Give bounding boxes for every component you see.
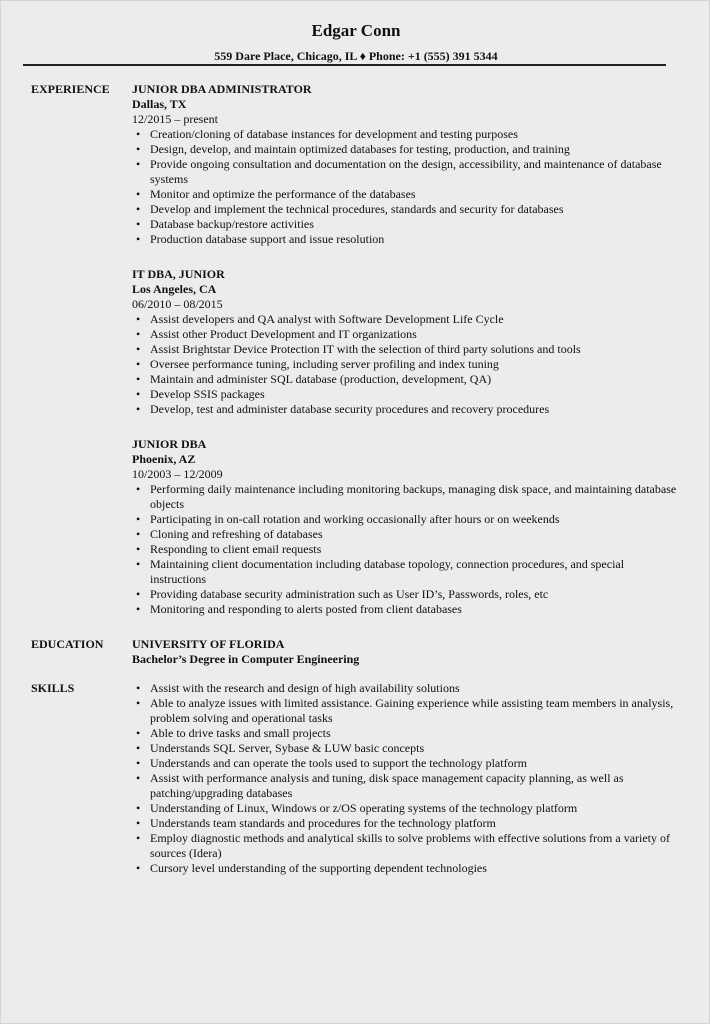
job-bullets bbox=[132, 312, 677, 417]
bullet-item: • Cloning and refreshing of databases bbox=[132, 527, 677, 542]
bullet-item: • Creation/cloning of database instances for development and testing purposes bbox=[132, 127, 677, 142]
skill-item: • Able to analyze issues with limited assistance. Gaining experience while assisting team members in analysis, problem solving and operational tasks bbox=[132, 696, 677, 726]
skill-item: • Able to drive tasks and small projects bbox=[132, 726, 677, 741]
education-heading: EDUCATION bbox=[31, 637, 104, 651]
bullet-item: • Performing daily maintenance including monitoring backups, managing disk space, and maintaining database objects bbox=[132, 482, 677, 512]
resume-content bbox=[1, 82, 710, 876]
skill-item: • Understanding of Linux, Windows or z/OS operating systems of the technology platform bbox=[132, 801, 677, 816]
bullet-item: • Participating in on-call rotation and working occasionally after hours or on weekends bbox=[132, 512, 677, 527]
bullet-item: • Providing database security administration such as User ID’s, Passwords, roles, etc bbox=[132, 587, 677, 602]
skill-item: • Assist with performance analysis and tuning, disk space management capacity planning, as well as patching/upgrading databases bbox=[132, 771, 677, 801]
skill-item: • Understands team standards and procedures for the technology platform bbox=[132, 816, 677, 831]
skill-item: • Understands SQL Server, Sybase & LUW basic concepts bbox=[132, 741, 677, 756]
education-section bbox=[1, 637, 710, 667]
bullet-item: • Develop SSIS packages bbox=[132, 387, 677, 402]
skills-body bbox=[132, 681, 677, 876]
candidate-name: Edgar Conn bbox=[311, 21, 401, 40]
job-bullets bbox=[132, 127, 677, 247]
bullet-item: • Assist Brightstar Device Protection IT with the selection of third party solutions and tools bbox=[132, 342, 677, 357]
bullet-item: • Database backup/restore activities bbox=[132, 217, 677, 232]
experience-list bbox=[132, 82, 677, 617]
education-entry bbox=[132, 637, 677, 667]
job-dates: 10/2003 – 12/2009 bbox=[132, 467, 223, 481]
bullet-item: • Assist other Product Development and IT organizations bbox=[132, 327, 677, 342]
bullet-item: • Production database support and issue resolution bbox=[132, 232, 677, 247]
bullet-item: • Assist developers and QA analyst with Software Development Life Cycle bbox=[132, 312, 677, 327]
job-location: Phoenix, AZ bbox=[132, 452, 196, 466]
bullet-item: • Develop, test and administer database security procedures and recovery procedures bbox=[132, 402, 677, 417]
bullet-item: • Monitor and optimize the performance of the databases bbox=[132, 187, 677, 202]
job-entry bbox=[132, 437, 677, 617]
degree-name: Bachelor’s Degree in Computer Engineering bbox=[132, 652, 360, 666]
skill-item: • Cursory level understanding of the supporting dependent technologies bbox=[132, 861, 677, 876]
job-location: Los Angeles, CA bbox=[132, 282, 217, 296]
job-dates: 12/2015 – present bbox=[132, 112, 218, 126]
contact-line: 559 Dare Place, Chicago, IL ♦ Phone: +1 (555) 391 5344 bbox=[214, 49, 498, 63]
skills-heading: SKILLS bbox=[31, 681, 75, 695]
experience-section bbox=[1, 82, 710, 617]
bullet-item: • Maintaining client documentation including database topology, connection procedures, and special instructions bbox=[132, 557, 677, 587]
job-title: JUNIOR DBA ADMINISTRATOR bbox=[132, 82, 312, 96]
job-entry bbox=[132, 82, 677, 247]
bullet-item: • Provide ongoing consultation and documentation on the design, accessibility, and maintenance of database systems bbox=[132, 157, 677, 187]
job-entry bbox=[132, 267, 677, 417]
bullet-item: • Develop and implement the technical procedures, standards and security for databases bbox=[132, 202, 677, 217]
skill-item: • Employ diagnostic methods and analytical skills to solve problems with effective solutions from a variety of sources (Idera) bbox=[132, 831, 677, 861]
job-title: JUNIOR DBA bbox=[132, 437, 207, 451]
job-title: IT DBA, JUNIOR bbox=[132, 267, 225, 281]
school-name: UNIVERSITY OF FLORIDA bbox=[132, 637, 285, 651]
skills-section bbox=[1, 681, 710, 876]
skill-item: • Understands and can operate the tools used to support the technology platform bbox=[132, 756, 677, 771]
job-location: Dallas, TX bbox=[132, 97, 187, 111]
bullet-item: • Oversee performance tuning, including server profiling and index tuning bbox=[132, 357, 677, 372]
bullet-item: • Monitoring and responding to alerts posted from client databases bbox=[132, 602, 677, 617]
job-dates: 06/2010 – 08/2015 bbox=[132, 297, 223, 311]
resume-header bbox=[1, 20, 710, 64]
bullet-item: • Responding to client email requests bbox=[132, 542, 677, 557]
skills-list bbox=[132, 681, 677, 876]
experience-heading: EXPERIENCE bbox=[31, 82, 110, 96]
header-divider bbox=[23, 64, 666, 66]
skill-item: • Assist with the research and design of high availability solutions bbox=[132, 681, 677, 696]
job-bullets bbox=[132, 482, 677, 617]
bullet-item: • Design, develop, and maintain optimized databases for testing, production, and training bbox=[132, 142, 677, 157]
bullet-item: • Maintain and administer SQL database (production, development, QA) bbox=[132, 372, 677, 387]
